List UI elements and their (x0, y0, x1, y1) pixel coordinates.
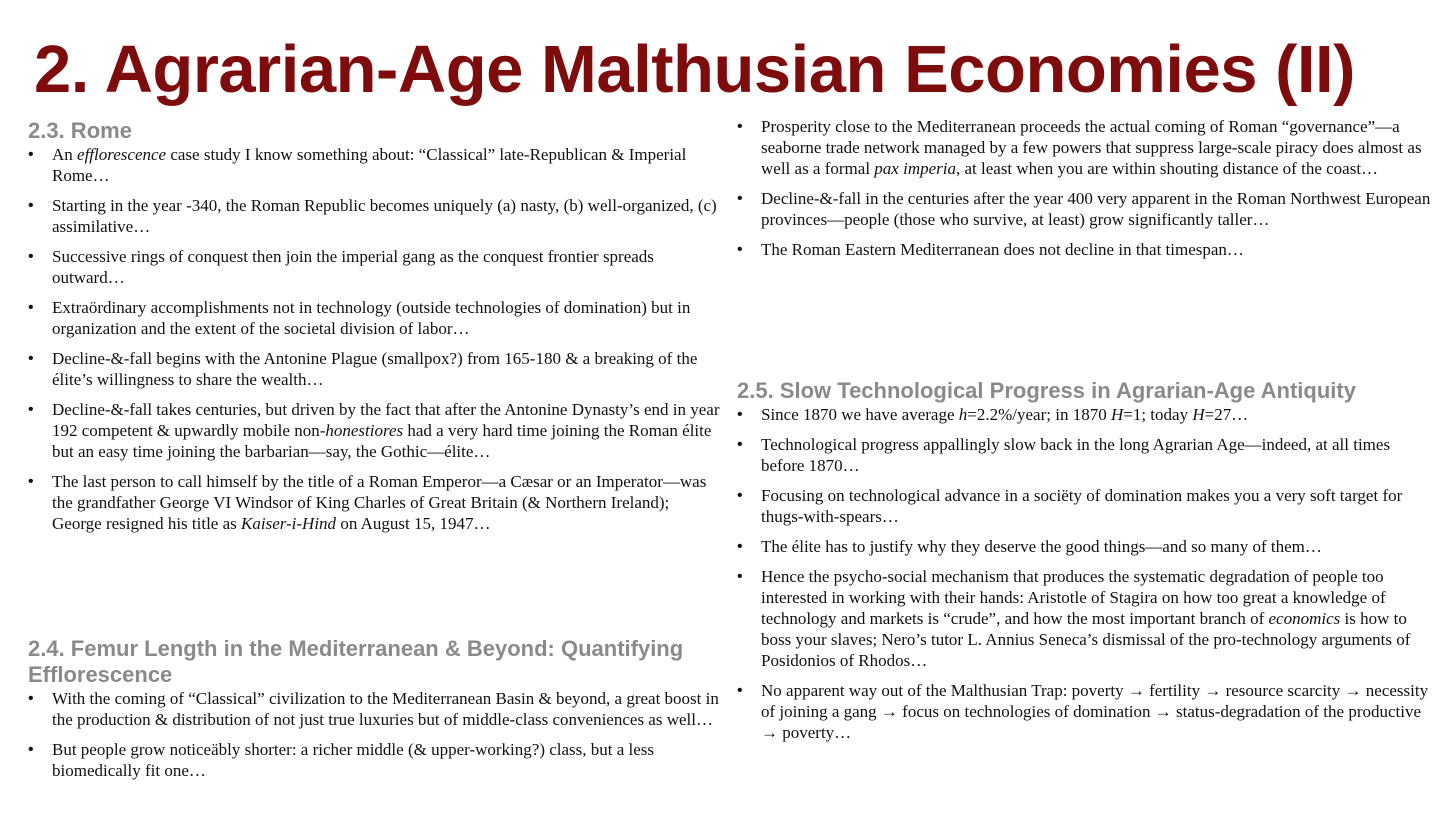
bullet-list (28, 688, 722, 781)
bullet-text: Technological progress appallingly slow back in the long Agrarian Age—indeed, at all times before 1870… (761, 435, 1391, 475)
bullet-item (737, 566, 1437, 671)
italic-text: economics (1268, 609, 1341, 628)
italic-text: efflorescence (77, 145, 167, 164)
bullet-item (28, 739, 722, 781)
bullet-text: Decline-&-fall takes centuries, but driven by the fact that after the Antonine Dynasty’s end in year 192 competent & upwardly mobile non- (52, 400, 720, 440)
bullet-item (28, 348, 722, 390)
bullet-text: No apparent way out of the Malthusian Trap: poverty → fertility → resource scarcity → necessity of joining a gang → focus on technologies of domination → status-degradation of the productive → poverty… (761, 681, 1429, 742)
bullet-list (737, 404, 1437, 743)
italic-text: h (958, 405, 968, 424)
bullet-text: The Roman Eastern Mediterranean does not decline in that timespan… (761, 240, 1244, 259)
bullet-list (28, 144, 722, 534)
bullet-text: had a very hard time joining the Roman élite but an easy time joining the barbarian—say, the Gothic—élite… (52, 421, 712, 461)
bullet-item (737, 188, 1437, 230)
bullet-item (28, 399, 722, 462)
bullet-text: The élite has to justify why they deserve the good things—and so many of them… (761, 537, 1322, 556)
bullet-text: =2.2%/year; in 1870 (967, 405, 1111, 424)
bullet-text: , at least when you are within shouting distance of the coast… (955, 159, 1379, 178)
bullet-text: But people grow noticeäbly shorter: a richer middle (& upper-working?) class, but a less biomedically fit one… (52, 740, 655, 780)
italic-text: H (1192, 405, 1205, 424)
bullet-text: The last person to call himself by the title of a Roman Emperor—a Cæsar or an Imperator—was the grandfather George VI Windsor of King Charles of Great Britain (& Northern Ireland); George resigned his title as (52, 472, 707, 533)
bullet-item (28, 144, 722, 186)
bullet-item (28, 195, 722, 237)
bullet-text: Prosperity close to the Mediterranean proceeds the actual coming of Roman “governance”—a seaborne trade network managed by a few powers that suppress large-scale piracy does almost as well as a formal (761, 117, 1422, 178)
bullet-text: Successive rings of conquest then join the imperial gang as the conquest frontier spreads outward… (52, 247, 654, 287)
section-heading-rome: 2.3. Rome (28, 118, 132, 143)
bullet-text: Decline-&-fall begins with the Antonine Plague (smallpox?) from 165-180 & a breaking of the élite’s willingness to share the wealth… (52, 349, 698, 389)
bullet-text: Starting in the year -340, the Roman Republic becomes uniquely (a) nasty, (b) well-organized, (c) assimilative… (52, 196, 717, 236)
slide-title: 2. Agrarian-Age Malthusian Economies (II) (34, 32, 1355, 107)
bullet-item (28, 246, 722, 288)
bullet-item (737, 536, 1437, 557)
bullet-item (737, 404, 1437, 425)
bullet-item (737, 434, 1437, 476)
section-heading-femur: 2.4. Femur Length in the Mediterranean & Beyond: Quantifying Efflorescence (28, 636, 684, 687)
bullet-item (28, 471, 722, 534)
section-roman-prosperity (737, 116, 1437, 269)
bullet-text: is how to boss your slaves; Nero’s tutor L. Annius Seneca’s dismissal of the pro-technology arguments of Posidonios of Rhodos… (761, 609, 1411, 670)
bullet-item (28, 688, 722, 730)
bullet-item (28, 297, 722, 339)
bullet-text: Decline-&-fall in the centuries after the year 400 very apparent in the Roman Northwest European provinces—people (those who survive, at least) grow significantly taller… (761, 189, 1431, 229)
bullet-text: Focusing on technological advance in a sociëty of domination makes you a very soft target for thugs-with-spears… (761, 486, 1403, 526)
italic-text: honestiores (325, 421, 404, 440)
italic-text: H (1110, 405, 1124, 424)
section-rome (28, 118, 722, 543)
section-heading-tech: 2.5. Slow Technological Progress in Agrarian-Age Antiquity (737, 378, 1356, 403)
bullet-item (737, 116, 1437, 179)
bullet-text: An (52, 145, 78, 164)
bullet-item (737, 680, 1437, 743)
section-femur (28, 636, 722, 790)
bullet-text: Hence the psycho-social mechanism that produces the systematic degradation of people too interested in working with their hands: Aristotle of Stagira on how too great a knowledge of technology and markets is “crude”, and how the most important branch of (761, 567, 1386, 628)
bullet-text: on August 15, 1947… (336, 514, 491, 533)
bullet-list (737, 116, 1437, 260)
bullet-item (737, 485, 1437, 527)
bullet-text: =27… (1204, 405, 1249, 424)
section-tech (737, 378, 1437, 752)
italic-text: Kaiser-i-Hind (241, 514, 337, 533)
bullet-item (737, 239, 1437, 260)
bullet-text: Since 1870 we have average (761, 405, 959, 424)
bullet-text: case study I know something about: “Classical” late-Republican & Imperial Rome… (52, 145, 687, 185)
bullet-text: =1; today (1123, 405, 1193, 424)
bullet-text: With the coming of “Classical” civilization to the Mediterranean Basin & beyond, a great boost in the production & distribution of not just true luxuries but of middle-class conveniences as well… (52, 689, 719, 729)
bullet-text: Extraördinary accomplishments not in technology (outside technologies of domination) but in organization and the extent of the societal division of labor… (52, 298, 691, 338)
italic-text: pax imperia (874, 159, 956, 178)
